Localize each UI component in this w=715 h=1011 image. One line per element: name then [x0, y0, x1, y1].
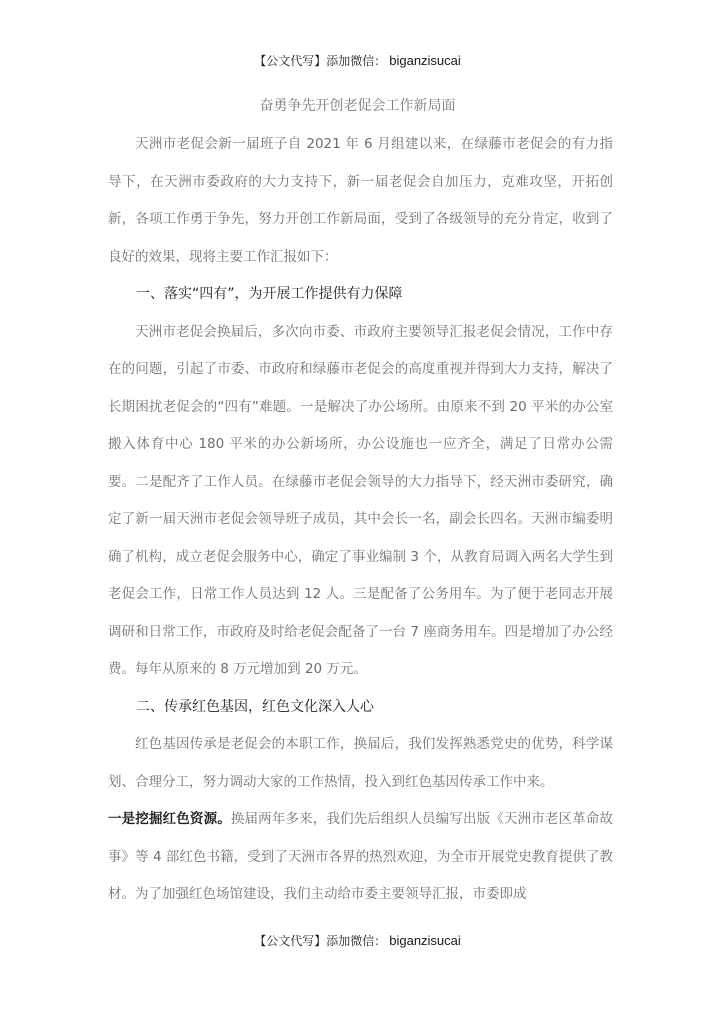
document-body — [108, 126, 613, 914]
header-wechat-id: biganzisucai — [389, 53, 461, 68]
footer-wechat-id: biganzisucai — [389, 933, 461, 948]
section-2-subparagraph — [108, 801, 613, 914]
footer-banner — [0, 933, 715, 949]
section-2-lead: 一是挖掘红色资源。 — [108, 811, 231, 827]
section-2-heading: 二、传承红色基因，红色文化深入人心 — [136, 698, 374, 715]
section-2-paragraph: 红色基因传承是老促会的本职工作，换届后，我们发挥熟悉党史的优势，科学谋划、合理分工，努力调动大家的工作热情，投入到红色基因传承工作中来。 — [108, 736, 613, 790]
section-2-continuation: 换届两年多来，我们先后组织人员编写出版《天洲市老区革命故事》等 4 部红色书籍，受到了天洲市各界的热烈欢迎，为全市开展党史教育提供了教材。为了加强红色场馆建设，我们主动给市委主要领导汇报，市委即成 — [108, 811, 613, 902]
section-1-heading: 一、落实“四有”，为开展工作提供有力保障 — [136, 286, 403, 302]
header-prefix: 【公文代写】添加微信： — [254, 54, 387, 68]
header-banner — [0, 53, 715, 69]
section-1-paragraph: 天洲市老促会换届后，多次向市委、市政府主要领导汇报老促会情况，工作中存在的问题，引起了市委、市政府和绿藤市老促会的高度重视并得到大力支持，解决了长期困扰老促会的“四有”难题。一是解决了办公场所。由原来不到 20 平米的办公室搬入体育中心 180 平米的办公新场所，办公设施也一应齐全，满足了日常办公需要。二是配齐了工作人员。在绿藤市老促会领导的大力指导下，经天洲市委研究，确定了新一届天洲市老促会领导班子成员，其中会长一名，副会长四名。天洲市编委明确了机构，成立老促会服务中心，确定了事业编制 3 个，从教育局调入两名大学生到老促会工作，日常工作人员达到 12 人。三是配备了公务用车。为了便于老同志开展调研和日常工作，市政府及时给老促会配备了一台 7 座商务用车。四是增加了办公经费。每年从原来的 8 万元增加到 20 万元。 — [108, 323, 613, 677]
document-title: 奋勇争先开创老促会工作新局面 — [259, 98, 456, 114]
intro-paragraph: 天洲市老促会新一届班子自 2021 年 6 月组建以来，在绿藤市老促会的有力指导下，在天洲市委政府的大力支持下，新一届老促会自加压力，克难攻坚，开拓创新，各项工作勇于争先，努力开创工作新局面，受到了各级领导的充分肯定，收到了良好的效果，现将主要工作汇报如下： — [108, 136, 613, 265]
footer-prefix: 【公文代写】添加微信： — [254, 934, 387, 948]
